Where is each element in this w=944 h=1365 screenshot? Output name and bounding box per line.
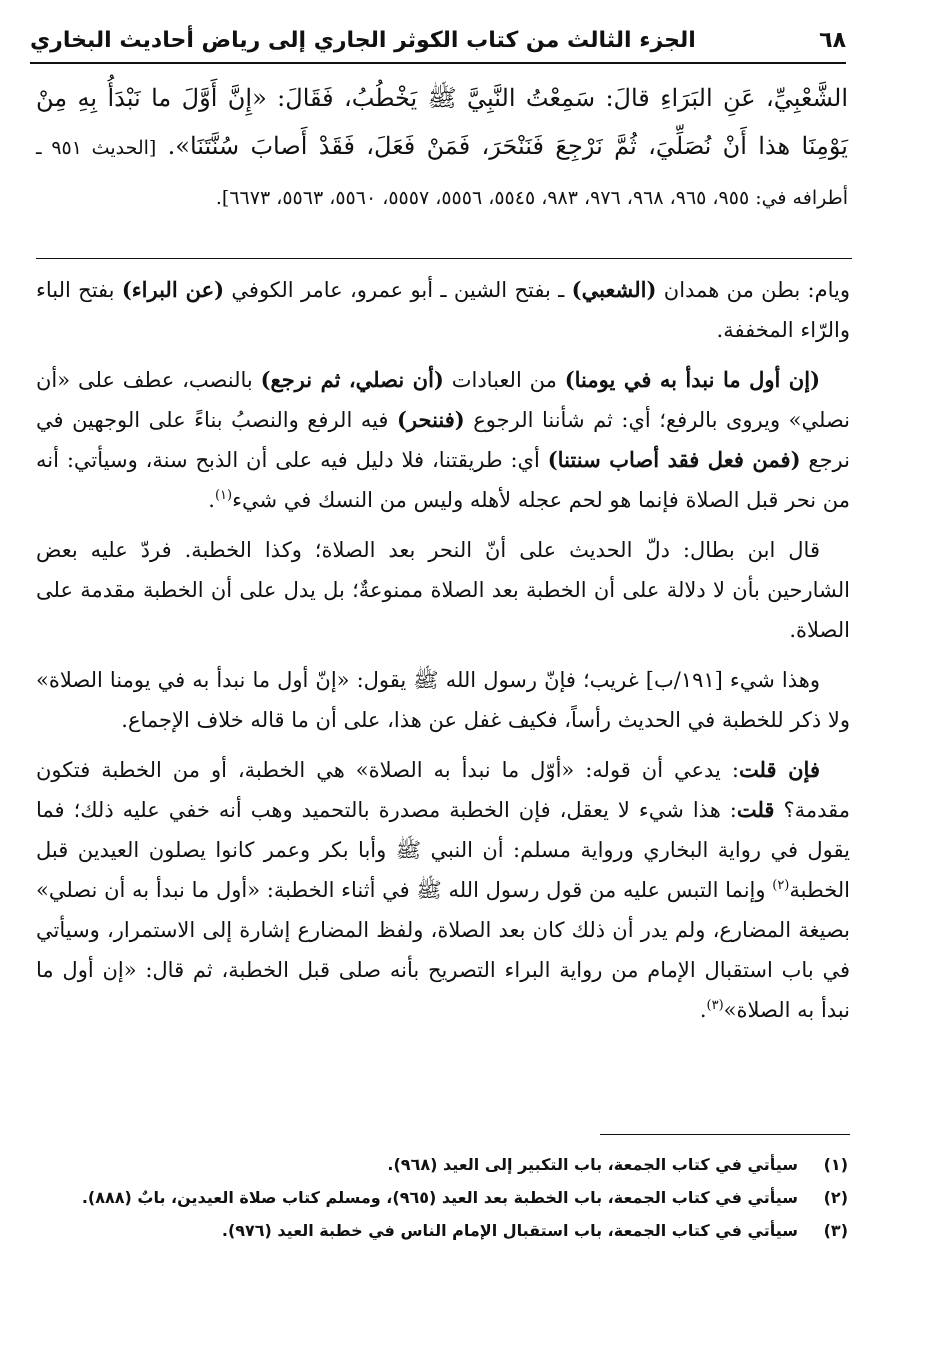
text-run: أي: طريقتنا، فلا دليل فيه على أن الذبح سنة، وسيأتي: أنه من نحر قبل الصلاة فإنما هو لحم عجله لأهله وليس من النسك في شيء (36, 448, 850, 512)
footnote-number: (١) (823, 1155, 848, 1174)
footnote-number: (٣) (823, 1221, 848, 1240)
footnote-item (40, 1148, 848, 1181)
hadith-body: الشَّعْبِيِّ، عَنِ البَرَاءِ قالَ: سَمِعْتُ النَّبِيَّ ﷺ يَخْطُبُ، فَقَالَ: «إِنَّ أَوَّلَ ما نَبْدَأُ بِهِ مِنْ يَوْمِنَا هذا أَنْ نُصَلِّيَ، ثُمَّ نَرْجِعَ فَنَنْحَرَ، فَمَنْ فَعَلَ، فَقَدْ أَصابَ سُنَّتَنَا». (36, 84, 848, 160)
commentary (36, 270, 850, 1040)
text-run: ـ بفتح الشين ـ أبو عمرو، عامر الكوفي (224, 278, 572, 302)
bold-term: (عن البراء) (121, 277, 225, 302)
text-run: : يدعي أن قوله: «أوّل ما نبدأ به الصلاة» هي الخطبة، أو من الخطبة فتكون مقدمة؟ (36, 758, 851, 822)
commentary-paragraph-1 (36, 270, 850, 350)
commentary-paragraph-4: وهذا شيء [١٩١/ب] غريب؛ فإنّ رسول الله ﷺ يقول: «إنّ أول ما نبدأ به في يومنا الصلاة» ولا ذكر للخطبة في الحديث رأساً، فكيف غفل عن هذا، على أن ما قاله خلاف الإجماع. (36, 668, 850, 732)
text-run: . (699, 998, 707, 1022)
commentary-paragraph-5 (36, 750, 850, 1030)
text-run: . (208, 488, 215, 512)
bold-term: قلت (736, 797, 775, 822)
footnote-rule (600, 1134, 850, 1135)
hadith-text (36, 74, 848, 222)
running-title: الجزء الثالث من كتاب الكوثر الجاري إلى رياض أحاديث البخاري (30, 27, 696, 53)
bold-term: فإن قلت (738, 757, 820, 782)
commentary-paragraph-2 (36, 360, 850, 520)
page-header (30, 20, 846, 60)
text-run: بالنصب، عطف على «أن نصلي» ويروى بالرفع؛ أي: ثم شأننا الرجوع (36, 368, 850, 432)
bold-term: (إن أول ما نبدأ به في يومنا) (564, 367, 820, 392)
footnote-item (40, 1181, 848, 1214)
footnote-text: سيأتي في كتاب الجمعة، باب استقبال الإمام الناس في خطبة العيد (٩٧٦). (221, 1221, 798, 1240)
text-run: ويام: بطن من همدان (656, 278, 850, 302)
footnote-text: سيأتي في كتاب الجمعة، باب الخطبة بعد العيد (٩٦٥)، ومسلم كتاب صلاة العيدين، بابٌ (٨٨٨). (81, 1188, 798, 1207)
commentary-paragraph-3: قال ابن بطال: دلّ الحديث على أنّ النحر بعد الصلاة؛ وكذا الخطبة. فردّ عليه بعض الشارحين بأن لا دلالة على أن الخطبة بعد الصلاة ممنوعةٌ؛ بل يدل على أن الخطبة مقدمة على الصلاة. (36, 538, 850, 642)
bold-term: (فننحر) (396, 407, 465, 432)
footnote-number: (٢) (823, 1188, 848, 1207)
text-run: بفتح الباء والرّاء المخففة. (36, 278, 850, 342)
section-divider (36, 258, 852, 259)
page-number: ٦٨ (819, 27, 846, 53)
bold-term: (فمن فعل فقد أصاب سنتنا) (547, 447, 801, 472)
text-run: : هذا شيء لا يعقل، فإن الخطبة مصدرة بالتحميد وهب أنه خفي عليه ذلك؛ فما يقول في رواية البخاري ورواية مسلم: أن النبي ﷺ وأبا بكر وعمر كانوا يصلون العيدين قبل الخطبة (36, 798, 850, 902)
footnote-marker[interactable]: (٢) (772, 878, 790, 893)
text-run: من العبادات (443, 368, 565, 392)
footnote-marker[interactable]: (١) (214, 488, 233, 503)
bold-term: (أن نصلي، ثم نرجع) (260, 367, 444, 392)
bold-term: (الشعبي) (571, 277, 657, 302)
text-run: وإنما التبس عليه من قول رسول الله ﷺ في أثناء الخطبة: «أول ما نبدأ به أن نصلي» بصيغة المضارع، ولم يدر أن ذلك كان بعد الصلاة، ولفظ المضارع إشارة إلى الاستمرار، وسيأتي في باب استقبال الإمام من رواية البراء التصريح بأنه صلى قبل الخطبة، ثم قال: «إن أول ما نبدأ به الصلاة» (36, 878, 850, 1022)
footnote-item (40, 1214, 848, 1247)
footnote-text: سيأتي في كتاب الجمعة، باب التكبير إلى العيد (٩٦٨). (387, 1155, 798, 1174)
footnote-marker[interactable]: (٣) (706, 998, 724, 1013)
footnotes (40, 1148, 848, 1247)
header-rule (30, 62, 846, 64)
text-run: فيه الرفع والنصبُ بناءً على الوجهين في نرجع (36, 408, 850, 472)
hadith-reference: [الحديث ٩٥١ ـ أطرافه في: ٩٥٥، ٩٦٥، ٩٦٨، ٩٧٦، ٩٨٣، ٥٥٤٥، ٥٥٥٦، ٥٥٥٧، ٥٥٦٠، ٥٥٦٣، ٦٦٧٣]. (36, 137, 848, 209)
